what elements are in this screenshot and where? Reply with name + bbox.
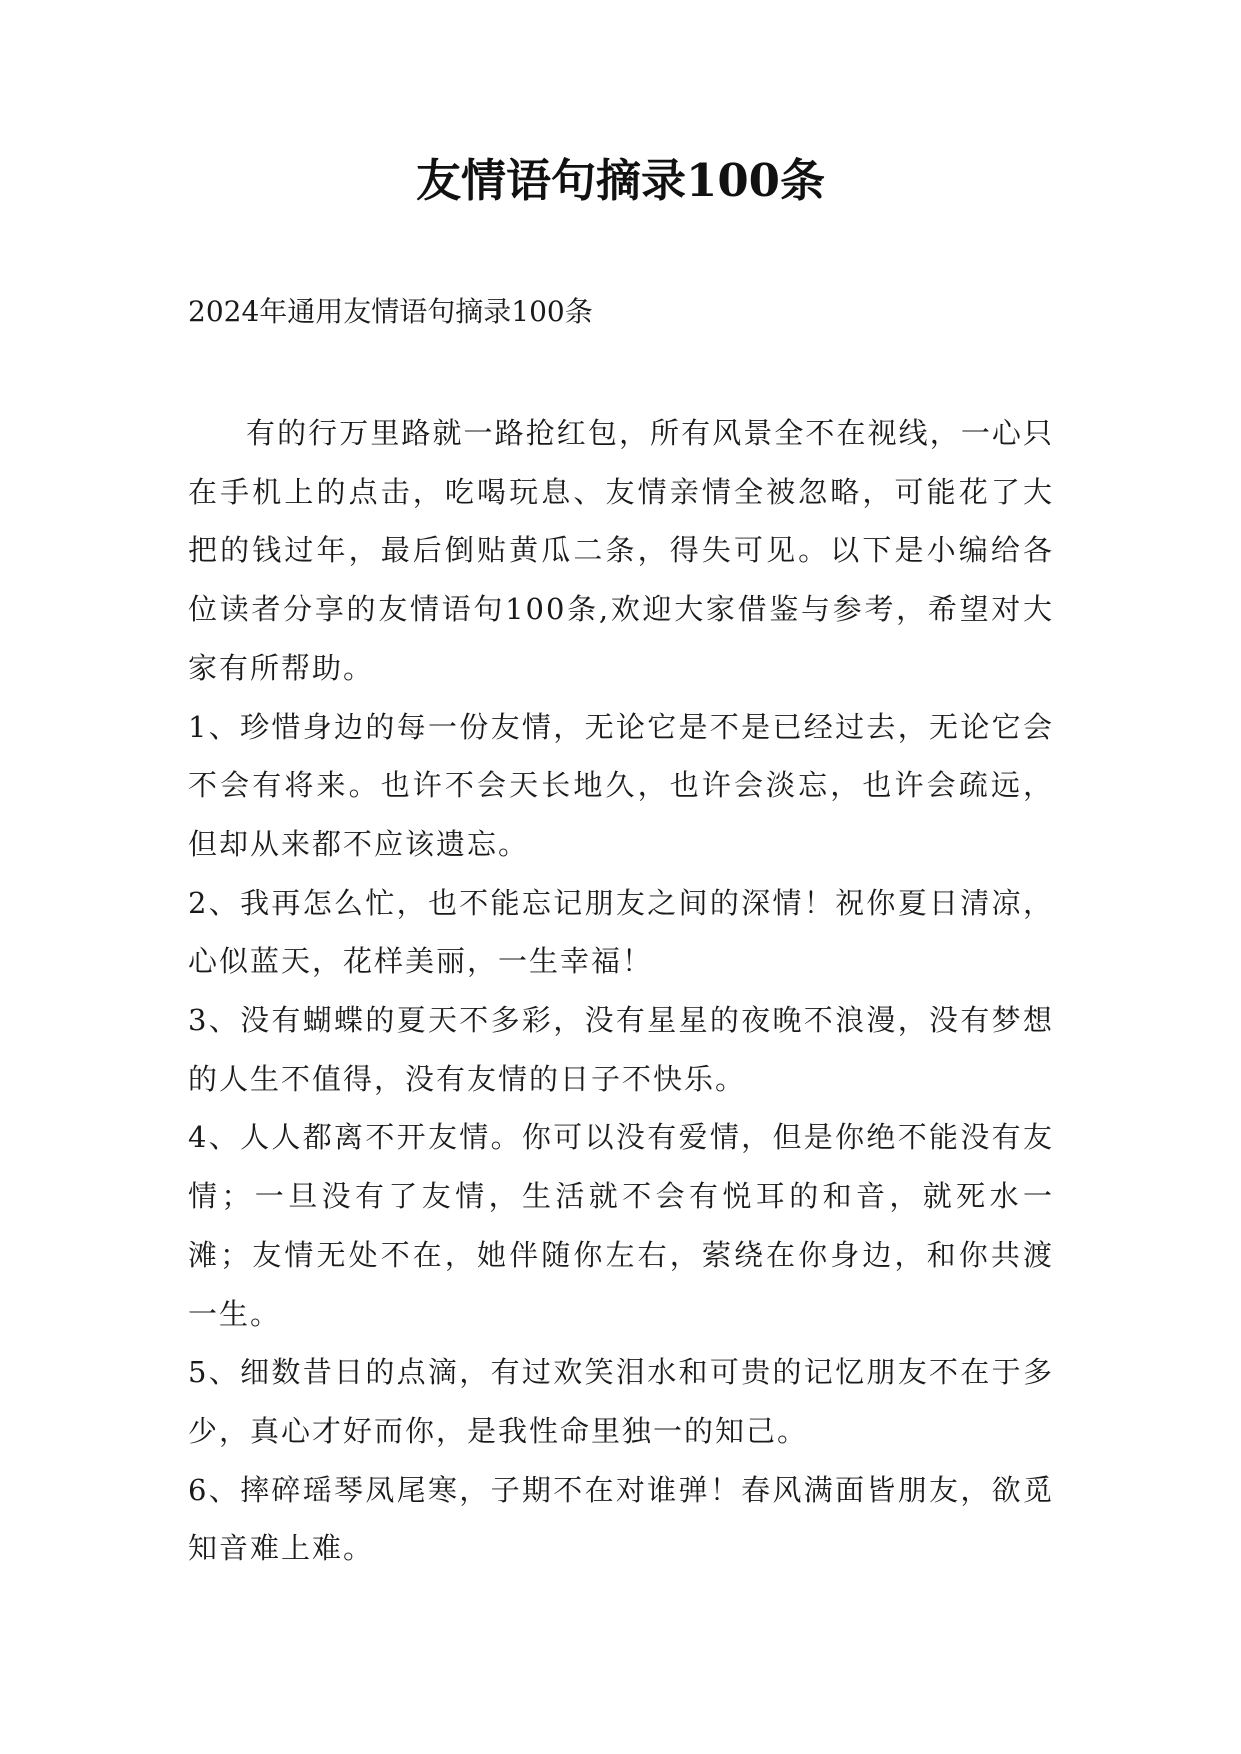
list-item: 2、我再怎么忙，也不能忘记朋友之间的深情！祝你夏日清凉，心似蓝天，花样美丽，一生幸福！ (188, 885, 1054, 979)
list-item: 4、人人都离不开友情。你可以没有爱情，但是你绝不能没有友情；一旦没有了友情，生活就不会有悦耳的和音，就死水一滩；友情无处不在，她伴随你左右，萦绕在你身边，和你共渡一生。 (188, 1120, 1054, 1331)
list-item: 5、细数昔日的点滴，有过欢笑泪水和可贵的记忆朋友不在于多少，真心才好而你，是我性命里独一的知己。 (188, 1355, 1054, 1448)
document-subtitle: 2024年通用友情语句摘录100条 (188, 295, 593, 328)
intro-paragraph: 有的行万里路就一路抢红包，所有风景全不在视线，一心只在手机上的点击，吃喝玩息、友情亲情全被忽略，可能花了大把的钱过年，最后倒贴黄瓜二条，得失可见。以下是小编给各位读者分享的友情语句100条,欢迎大家借鉴与参考，希望对大家有所帮助。 (188, 416, 1054, 685)
document-body (188, 404, 1054, 1578)
list-item: 6、摔碎瑶琴凤尾寒，子期不在对谁弹！春风满面皆朋友，欲觅知音难上难。 (188, 1472, 1054, 1566)
list-item: 1、珍惜身边的每一份友情，无论它是不是已经过去，无论它会不会有将来。也许不会天长地久，也许会淡忘，也许会疏远，但却从来都不应该遗忘。 (188, 709, 1054, 861)
document-title: 友情语句摘录100条 (416, 154, 825, 207)
list-item: 3、没有蝴蝶的夏天不多彩，没有星星的夜晚不浪漫，没有梦想的人生不值得，没有友情的日子不快乐。 (188, 1003, 1054, 1096)
